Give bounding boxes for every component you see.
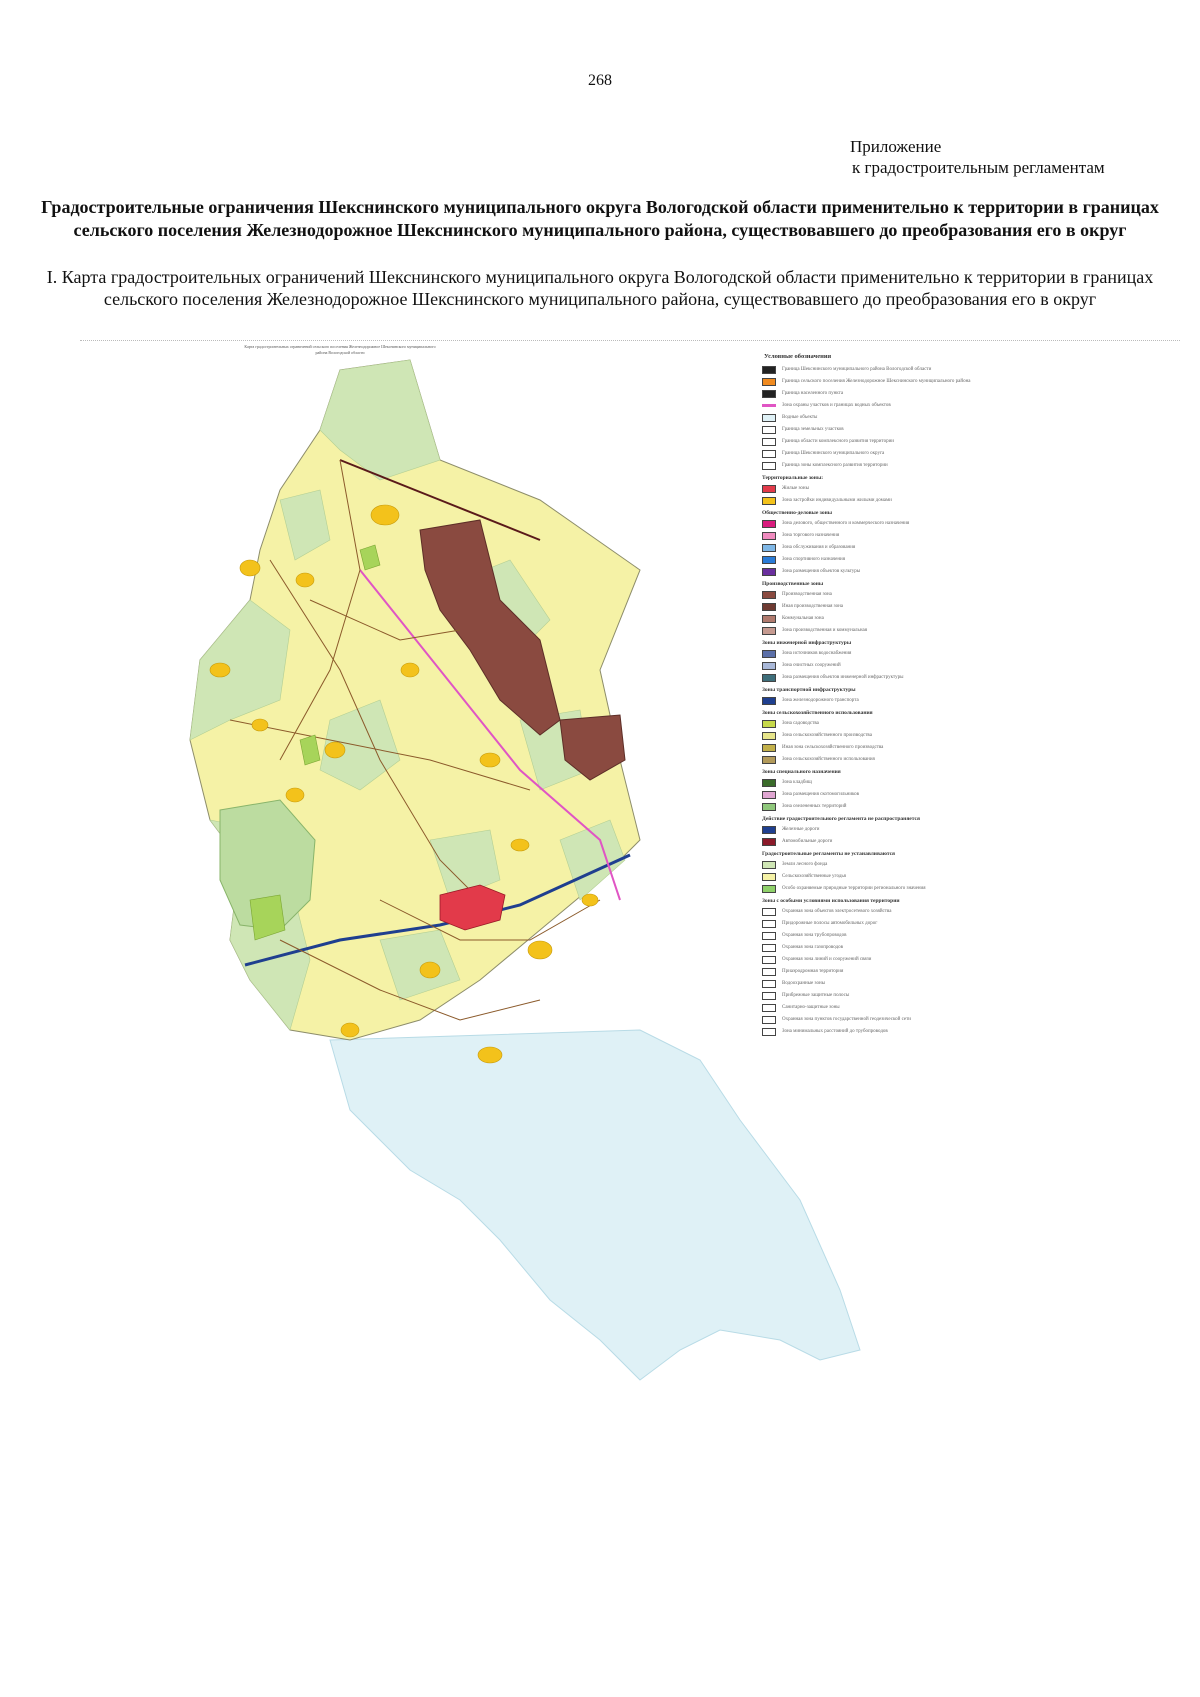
legend-swatch bbox=[762, 838, 776, 846]
legend-item bbox=[762, 590, 1000, 599]
zoning-map bbox=[80, 340, 1180, 1500]
legend-swatch bbox=[762, 390, 776, 398]
legend-swatch bbox=[762, 662, 776, 670]
legend-item bbox=[762, 413, 1000, 422]
legend-item bbox=[762, 979, 1000, 988]
legend-item bbox=[762, 884, 1000, 893]
legend-group-title: Зоны с особыми условиями использования территории bbox=[762, 898, 900, 904]
legend-item bbox=[762, 567, 1000, 576]
legend-label: Жилые зоны bbox=[782, 485, 809, 491]
legend-label: Зона размещения объектов инженерной инфраструктуры bbox=[782, 674, 904, 680]
legend-label: Зона озелененных территорий bbox=[782, 803, 847, 809]
legend-swatch bbox=[762, 497, 776, 505]
legend-item bbox=[762, 860, 1000, 869]
appendix-header bbox=[850, 136, 1105, 178]
legend-item bbox=[762, 967, 1000, 976]
legend-label: Зона сельскохозяйственного производства bbox=[782, 732, 872, 738]
legend-swatch bbox=[762, 732, 776, 740]
legend-label: Производственная зона bbox=[782, 591, 832, 597]
legend-group bbox=[762, 365, 1000, 470]
legend-label: Железные дороги bbox=[782, 826, 820, 832]
appendix-line-2: к градостроительным регламентам bbox=[852, 158, 1105, 177]
document-title: Градостроительные ограничения Шекснинского муниципального округа Вологодской области применительно к территории в границах сельского поселения Железнодорожное Шекснинского муниципального района, существовавшего до преобразования его в округ bbox=[41, 197, 1159, 240]
legend-swatch bbox=[762, 956, 776, 964]
legend-item bbox=[762, 555, 1000, 564]
legend-label: Граница Шекснинского муниципального района Вологодской области bbox=[782, 366, 932, 372]
legend-group-title: Территориальные зоны: bbox=[762, 475, 824, 481]
legend-swatch bbox=[762, 697, 776, 705]
legend-swatch bbox=[762, 650, 776, 658]
legend-swatch bbox=[762, 438, 776, 446]
legend-swatch bbox=[762, 992, 776, 1000]
legend-item bbox=[762, 1015, 1000, 1024]
legend-group bbox=[762, 640, 1000, 682]
legend-group-title: Общественно-деловые зоны bbox=[762, 510, 833, 516]
legend-group-title: Градостроительные регламенты не устанавливаются bbox=[762, 851, 896, 857]
legend-label: Зона размещения объектов культуры bbox=[782, 568, 861, 574]
legend-swatch bbox=[762, 756, 776, 764]
legend-label: Зона кладбищ bbox=[782, 779, 812, 785]
legend-group-title: Действие градостроительного регламента не распространяется bbox=[762, 816, 920, 822]
legend-label: Санитарно-защитные зоны bbox=[782, 1004, 840, 1010]
legend-groups bbox=[762, 365, 1000, 1036]
legend-item bbox=[762, 837, 1000, 846]
legend-swatch bbox=[762, 908, 776, 916]
legend-swatch bbox=[762, 861, 776, 869]
legend-swatch bbox=[762, 944, 776, 952]
legend-swatch bbox=[762, 674, 776, 682]
legend-item bbox=[762, 991, 1000, 1000]
legend-item bbox=[762, 543, 1000, 552]
legend-label: Зона минимальных расстояний до трубопроводов bbox=[782, 1028, 888, 1034]
legend-label: Охранная зона газопроводов bbox=[782, 944, 844, 950]
legend-item bbox=[762, 614, 1000, 623]
legend-label: Охранная зона линий и сооружений связи bbox=[782, 956, 872, 962]
legend-label: Приаэродромная территория bbox=[782, 968, 844, 974]
legend-item bbox=[762, 719, 1000, 728]
legend-item bbox=[762, 437, 1000, 446]
legend-swatch bbox=[762, 720, 776, 728]
legend-item bbox=[762, 401, 1000, 410]
legend-group bbox=[762, 710, 1000, 764]
legend-label: Зона спортивного назначения bbox=[782, 556, 846, 562]
legend-item bbox=[762, 602, 1000, 611]
legend-swatch bbox=[762, 1028, 776, 1036]
legend-swatch bbox=[762, 450, 776, 458]
legend-swatch bbox=[762, 556, 776, 564]
legend-item bbox=[762, 931, 1000, 940]
legend-item bbox=[762, 802, 1000, 811]
legend-label: Водные объекты bbox=[782, 414, 818, 420]
legend-swatch bbox=[762, 779, 776, 787]
legend-item bbox=[762, 519, 1000, 528]
legend-label: Зона производственная и коммунальная bbox=[782, 627, 868, 633]
legend-group bbox=[762, 898, 1000, 1036]
legend-label: Земли лесного фонда bbox=[782, 861, 828, 867]
legend-item bbox=[762, 626, 1000, 635]
legend-swatch bbox=[762, 932, 776, 940]
legend-swatch bbox=[762, 1016, 776, 1024]
legend-label: Зона застройки индивидуальными жилыми домами bbox=[782, 497, 892, 503]
legend-item bbox=[762, 425, 1000, 434]
legend-item bbox=[762, 790, 1000, 799]
legend-item bbox=[762, 496, 1000, 505]
map-legend bbox=[762, 352, 1000, 1039]
legend-label: Охранная зона объектов электросетевого хозяйства bbox=[782, 908, 892, 914]
map-container bbox=[80, 340, 1180, 1500]
legend-label: Зона очистных сооружений bbox=[782, 662, 841, 668]
legend-swatch bbox=[762, 378, 776, 386]
legend-label: Зона охраны участков и границах водных объектов bbox=[782, 402, 891, 408]
legend-swatch bbox=[762, 591, 776, 599]
legend-item bbox=[762, 1027, 1000, 1036]
legend-label: Зона сельскохозяйственного использования bbox=[782, 756, 875, 762]
legend-item bbox=[762, 872, 1000, 881]
legend-item bbox=[762, 778, 1000, 787]
legend-swatch bbox=[762, 426, 776, 434]
legend-group-title: Зоны сельскохозяйственного использования bbox=[762, 710, 873, 716]
legend-item bbox=[762, 755, 1000, 764]
legend-item bbox=[762, 825, 1000, 834]
legend-group bbox=[762, 510, 1000, 576]
legend-label: Граница области комплексного развития территории bbox=[782, 438, 894, 444]
legend-label: Зона размещения скотомогильников bbox=[782, 791, 860, 797]
legend-label: Придорожные полосы автомобильных дорог bbox=[782, 920, 878, 926]
legend-group bbox=[762, 687, 1000, 705]
legend-group bbox=[762, 851, 1000, 893]
legend-swatch bbox=[762, 920, 776, 928]
legend-item bbox=[762, 365, 1000, 374]
legend-label: Граница зоны комплексного развития территории bbox=[782, 462, 888, 468]
legend-label: Зона делового, общественного и коммерческого назначения bbox=[782, 520, 910, 526]
legend-label: Зона садоводства bbox=[782, 720, 819, 726]
legend-group-title: Производственные зоны bbox=[762, 581, 824, 587]
legend-label: Иная зона сельскохозяйственного производства bbox=[782, 744, 884, 750]
legend-item bbox=[762, 731, 1000, 740]
legend-item bbox=[762, 484, 1000, 493]
map-section-title: I. Карта градостроительных ограничений Шекснинского муниципального округа Вологодской области применительно к территории в границах сельского поселения Железнодорожное Шекснинского муниципального района, существовавшего до преобразования его в округ bbox=[46, 267, 1154, 309]
legend-swatch bbox=[762, 568, 776, 576]
legend-item bbox=[762, 955, 1000, 964]
legend-label: Иная производственная зона bbox=[782, 603, 844, 609]
legend-swatch bbox=[762, 826, 776, 834]
legend-label: Коммунальная зона bbox=[782, 615, 824, 621]
legend-label: Граница сельского поселения Железнодорожное Шекснинского муниципального района bbox=[782, 378, 971, 384]
legend-label: Зона обслуживания и образования bbox=[782, 544, 856, 550]
legend-item bbox=[762, 743, 1000, 752]
legend-swatch bbox=[762, 1004, 776, 1012]
legend-label: Граница земельных участков bbox=[782, 426, 844, 432]
legend-group-title: Зоны специального назначения bbox=[762, 769, 841, 775]
legend-group-title: Зоны транспортной инфраструктуры bbox=[762, 687, 856, 693]
legend-label: Автомобильные дороги bbox=[782, 838, 833, 844]
legend-group bbox=[762, 581, 1000, 635]
legend-label: Прибрежные защитные полосы bbox=[782, 992, 850, 998]
legend-label: Зона торгового назначения bbox=[782, 532, 840, 538]
legend-label: Водоохранные зоны bbox=[782, 980, 825, 986]
legend-item bbox=[762, 907, 1000, 916]
legend-label: Зона источников водоснабжения bbox=[782, 650, 852, 656]
legend-item bbox=[762, 1003, 1000, 1012]
legend-swatch bbox=[762, 366, 776, 374]
legend-swatch bbox=[762, 603, 776, 611]
legend-swatch bbox=[762, 791, 776, 799]
legend-item bbox=[762, 943, 1000, 952]
legend-item bbox=[762, 696, 1000, 705]
legend-swatch bbox=[762, 404, 776, 407]
legend-group bbox=[762, 816, 1000, 846]
legend-swatch bbox=[762, 627, 776, 635]
legend-item bbox=[762, 449, 1000, 458]
legend-swatch bbox=[762, 873, 776, 881]
water-area bbox=[330, 1030, 860, 1380]
legend-label: Охранная зона пунктов государственной геодезической сети bbox=[782, 1016, 911, 1022]
legend-label: Особо охраняемые природные территории регионального значения bbox=[782, 885, 926, 891]
legend-label: Сельскохозяйственные угодья bbox=[782, 873, 846, 879]
appendix-line-1: Приложение bbox=[850, 137, 942, 156]
legend-swatch bbox=[762, 968, 776, 976]
legend-label: Зона железнодорожного транспорта bbox=[782, 697, 859, 703]
legend-group bbox=[762, 769, 1000, 811]
legend-swatch bbox=[762, 615, 776, 623]
legend-label: Граница Шекснинского муниципального округа bbox=[782, 450, 885, 456]
legend-item bbox=[762, 531, 1000, 540]
page-number: 268 bbox=[588, 72, 612, 89]
legend-item bbox=[762, 649, 1000, 658]
legend-label: Охранная зона трубопроводов bbox=[782, 932, 847, 938]
legend-item bbox=[762, 661, 1000, 670]
legend-swatch bbox=[762, 520, 776, 528]
legend-label: Граница населенного пункта bbox=[782, 390, 844, 396]
legend-item bbox=[762, 377, 1000, 386]
map-header-caption: Карта градостроительных ограничений сельского поселения Железнодорожное Шекснинского муниципального района Вологодской области bbox=[244, 344, 436, 355]
legend-item bbox=[762, 919, 1000, 928]
legend-item bbox=[762, 673, 1000, 682]
legend-swatch bbox=[762, 885, 776, 893]
legend-item bbox=[762, 461, 1000, 470]
legend-group-title: Зоны инженерной инфраструктуры bbox=[762, 640, 852, 646]
legend-swatch bbox=[762, 544, 776, 552]
legend-swatch bbox=[762, 462, 776, 470]
legend-title: Условные обозначения bbox=[764, 353, 832, 360]
legend-swatch bbox=[762, 414, 776, 422]
legend-group bbox=[762, 475, 1000, 505]
legend-swatch bbox=[762, 744, 776, 752]
legend-item bbox=[762, 389, 1000, 398]
legend-swatch bbox=[762, 980, 776, 988]
legend-swatch bbox=[762, 485, 776, 493]
legend-swatch bbox=[762, 803, 776, 811]
legend-swatch bbox=[762, 532, 776, 540]
